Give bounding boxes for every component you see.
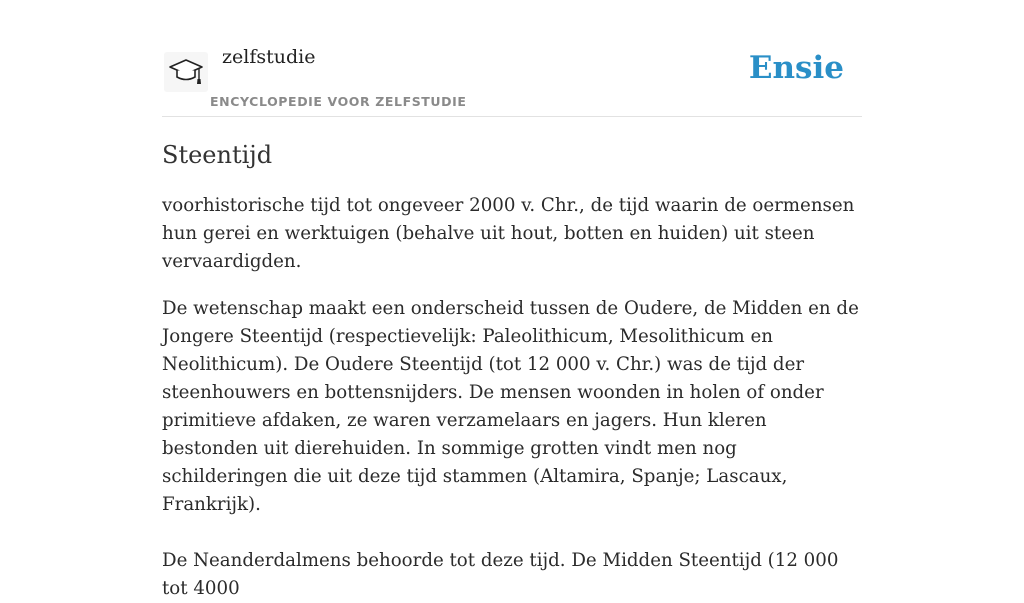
ensie-brand-link[interactable]: Ensie xyxy=(748,50,844,86)
site-header xyxy=(162,0,862,117)
article xyxy=(162,138,866,603)
site-name[interactable]: zelfstudie xyxy=(222,46,316,68)
graduation-cap-icon xyxy=(168,57,204,87)
article-body: De wetenschap maakt een onderscheid tussen de Oudere, de Midden en de Jongere Steentijd (respectievelijk: Paleolithicum, Mesolithicum en Neolithicum). De Oudere Steentijd (tot 12 000 v. Chr.) was de tijd der steenhouwers en bottensnijders. De mensen woonden in holen of onder primitieve afdaken, ze waren verzamelaars en jagers. Hun kleren bestonden uit dierehuiden. In sommige grotten vindt men nog schilderingen die uit deze tijd stammen (Altamira, Spanje; Lascaux, Frankrijk). De Neanderdalmens behoorde tot deze tijd. De Midden Steentijd (12 000 tot 4000 xyxy=(162,298,859,599)
site-tagline: ENCYCLOPEDIE VOOR ZELFSTUDIE xyxy=(210,94,467,109)
site-logo[interactable] xyxy=(164,52,208,92)
article-definition: voorhistorische tijd tot ongeveer 2000 v. Chr., de tijd waarin de oermensen hun gerei en werktuigen (behalve uit hout, botten en huiden) uit steen vervaardigden. xyxy=(162,195,855,272)
article-title: Steentijd xyxy=(162,141,273,169)
